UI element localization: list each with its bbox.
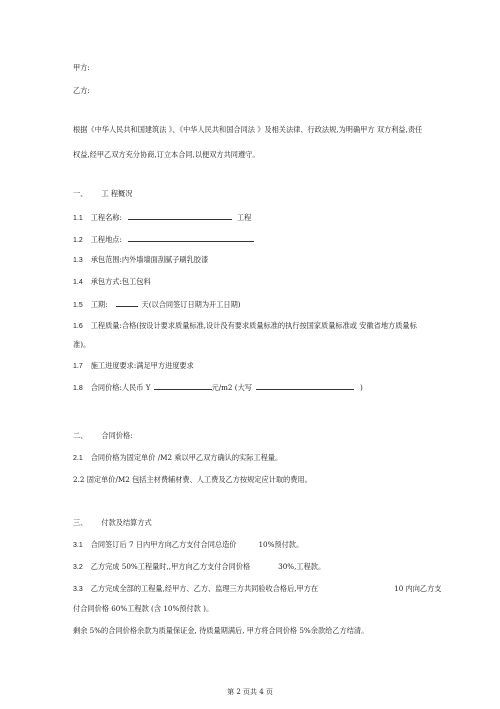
clause-number: 3.3	[73, 586, 83, 593]
preamble-line-1: 根据《中华人民共和国建筑法 》、《中华人民共和国合同法 》及相关法律、行政法规,为明确甲方 双方利益,责任	[73, 125, 423, 134]
clause-label: 合同价格:人民币 Y	[90, 383, 151, 392]
clause-1-8	[73, 382, 363, 393]
clause-number: 3.1	[73, 542, 83, 549]
clause-number: 1.2	[73, 237, 83, 244]
clause-text: 工程质量:合格(按设计要求质量标准,设计没有要求质量标准的执行按国家质量标准或 安徽省地方质量标	[90, 321, 417, 330]
section-2-heading	[73, 431, 133, 440]
clause-number: 1.5	[73, 302, 83, 309]
clause-mid: 元/m2 (大写	[211, 383, 252, 392]
clause-number: 1.1	[73, 215, 83, 222]
clause-text: 承包范围:内外墙墙面刮腻子刷乳胶漆	[90, 255, 209, 264]
clause-number: 1.3	[73, 257, 83, 264]
clause-1-4	[73, 277, 151, 287]
party-b: 乙方:	[73, 86, 90, 95]
clause-number: 3.2	[73, 564, 83, 571]
clause-label: 工程名称:	[90, 213, 122, 222]
clause-text: 合同签订后 7 日内甲方向乙方支付合同总造价	[90, 540, 237, 549]
page-footer: 第 2 页共 4 页	[227, 688, 273, 696]
section-title: 合同价格:	[101, 431, 133, 440]
amount-in-words-blank	[256, 382, 354, 390]
section-number: 一、	[73, 189, 88, 198]
clause-number: 1.6	[73, 323, 83, 330]
clause-text: 合同价格为固定单价 /M2 乘以甲乙双方确认的实际工程量。	[90, 453, 283, 462]
clause-2-2: 2.2 固定单价/M2 包括主材费辅材费、人工费及乙方按规定应计取的费用。	[73, 475, 312, 484]
clause-number: 1.8	[73, 385, 83, 392]
clause-1-1	[73, 212, 251, 223]
clause-1-3	[73, 255, 208, 265]
blank-line	[128, 212, 232, 220]
clause-1-2	[73, 234, 254, 245]
clause-text-b: 30%,工程款。	[278, 562, 326, 571]
clause-1-5	[73, 299, 241, 310]
clause-3-4: 剩余 5%的合同价格余款为质量保证金, 待质量期满后, 甲方将合同价格 5%余款给乙方结清。	[73, 626, 369, 635]
clause-text: 施工进度要求:满足甲方进度要求	[90, 361, 194, 370]
clause-1-6-continued: 准)。	[73, 340, 91, 349]
clause-1-6	[73, 321, 417, 331]
price-blank	[154, 382, 212, 390]
clause-label: 工程地点:	[90, 235, 122, 244]
clause-text-b: 10%预付款。	[258, 540, 304, 549]
section-title: 付款及结算方式	[101, 518, 152, 527]
clause-3-1	[73, 540, 303, 550]
section-title: 工 程概况	[101, 189, 133, 198]
clause-tail: 天(以合同签订日期为开工日期)	[141, 300, 241, 309]
clause-tail: )	[359, 383, 363, 392]
clause-text: 乙方完成全部的工程量,经甲方、乙方、监理三方共同验收合格后,甲方在	[90, 584, 319, 593]
clause-3-3	[73, 584, 442, 594]
blank-line	[116, 299, 138, 307]
section-number: 二、	[73, 431, 88, 440]
clause-text: 乙方完成 50%工程量时,,甲方向乙方支付合同价格	[90, 562, 251, 571]
clause-3-3-continued: 付合同价格 60%工程款 (含 10%预付款 )。	[73, 604, 214, 613]
clause-text: 承包方式:包工包料	[90, 277, 151, 286]
clause-label: 工期:	[90, 300, 108, 309]
blank-line	[128, 234, 254, 242]
section-number: 三、	[73, 518, 88, 527]
section-3-heading	[73, 518, 152, 527]
party-a: 甲方:	[73, 63, 90, 72]
clause-3-2	[73, 562, 325, 572]
clause-number: 1.4	[73, 279, 83, 286]
clause-number: 2.1	[73, 455, 83, 462]
clause-tail: 工程	[236, 213, 252, 222]
section-1-heading	[73, 189, 132, 198]
clause-number: 1.7	[73, 363, 83, 370]
clause-1-7	[73, 361, 194, 371]
clause-text-b: 10 内向乙方支	[394, 584, 442, 593]
preamble-line-2: 权益,经甲乙双方充分协商,订立本合同,以便双方共同遵守。	[73, 150, 260, 159]
clause-2-1	[73, 453, 282, 463]
